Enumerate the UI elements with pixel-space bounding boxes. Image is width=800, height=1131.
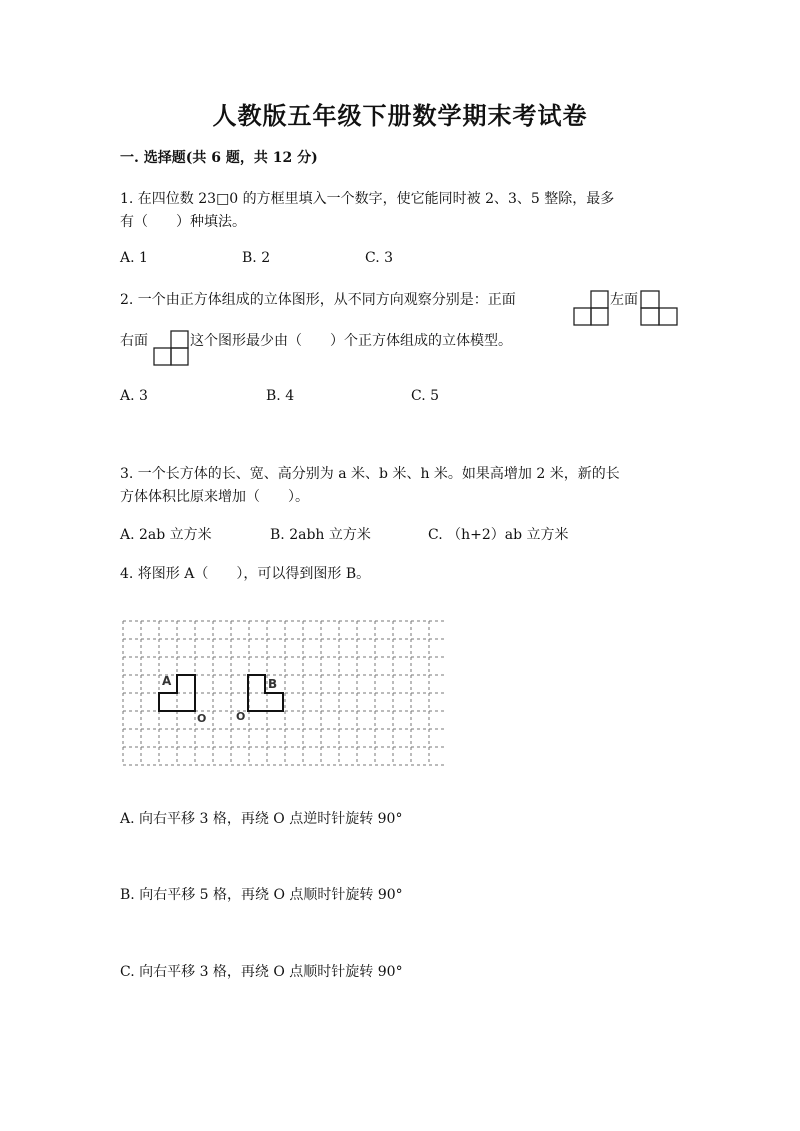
rotation-grid-figure bbox=[120, 618, 446, 766]
page-title: 人教版五年级下册数学期末考试卷 bbox=[212, 101, 588, 130]
question-2-line-2: 这个图形最少由（ ）个正方体组成的立体模型。 bbox=[190, 333, 512, 349]
label-b: B bbox=[268, 677, 278, 691]
question-4-option-c: C. 向右平移 3 格，再绕 O 点顺时针旋转 90° bbox=[120, 964, 403, 980]
question-4-option-a: A. 向右平移 3 格，再绕 O 点逆时针旋转 90° bbox=[120, 811, 403, 827]
left-view-label: 左面 bbox=[610, 292, 638, 308]
question-2-line-1: 2. 一个由正方体组成的立体图形，从不同方向观察分别是：正面 bbox=[120, 292, 516, 308]
question-1-option-c: C. 3 bbox=[365, 250, 394, 266]
label-o-second: O bbox=[236, 710, 246, 723]
left-view-figure bbox=[640, 290, 678, 326]
right-view-label: 右面 bbox=[120, 333, 148, 349]
label-o-first: O bbox=[197, 712, 207, 725]
question-1-option-b: B. 2 bbox=[242, 250, 271, 266]
question-2-option-c: C. 5 bbox=[411, 388, 440, 404]
label-a: A bbox=[162, 674, 172, 688]
shape-b bbox=[248, 675, 283, 711]
question-3-line-2: 方体体积比原来增加（ ）。 bbox=[120, 489, 309, 505]
question-4-option-b: B. 向右平移 5 格，再绕 O 点顺时针旋转 90° bbox=[120, 887, 403, 903]
right-view-figure bbox=[153, 330, 190, 366]
question-1-line-2: 有（ ）种填法。 bbox=[120, 214, 246, 230]
front-view-figure bbox=[573, 290, 610, 326]
question-3-option-a: A. 2ab 立方米 bbox=[120, 527, 212, 543]
question-3-option-b: B. 2abh 立方米 bbox=[270, 527, 371, 543]
question-1-option-a: A. 1 bbox=[120, 250, 148, 266]
question-4-line-1: 4. 将图形 A（ ），可以得到图形 B。 bbox=[120, 566, 371, 582]
question-3-option-c: C. （h+2）ab 立方米 bbox=[428, 527, 569, 543]
question-2-option-b: B. 4 bbox=[266, 388, 295, 404]
question-2-option-a: A. 3 bbox=[120, 388, 148, 404]
question-3-line-1: 3. 一个长方体的长、宽、高分别为 a 米、b 米、h 米。如果高增加 2 米，新的长 bbox=[120, 466, 620, 482]
section-heading: 一. 选择题(共 6 题，共 12 分) bbox=[120, 150, 318, 166]
question-1-line-1: 1. 在四位数 23□0 的方框里填入一个数字，使它能同时被 2、3、5 整除，最多 bbox=[120, 191, 615, 207]
